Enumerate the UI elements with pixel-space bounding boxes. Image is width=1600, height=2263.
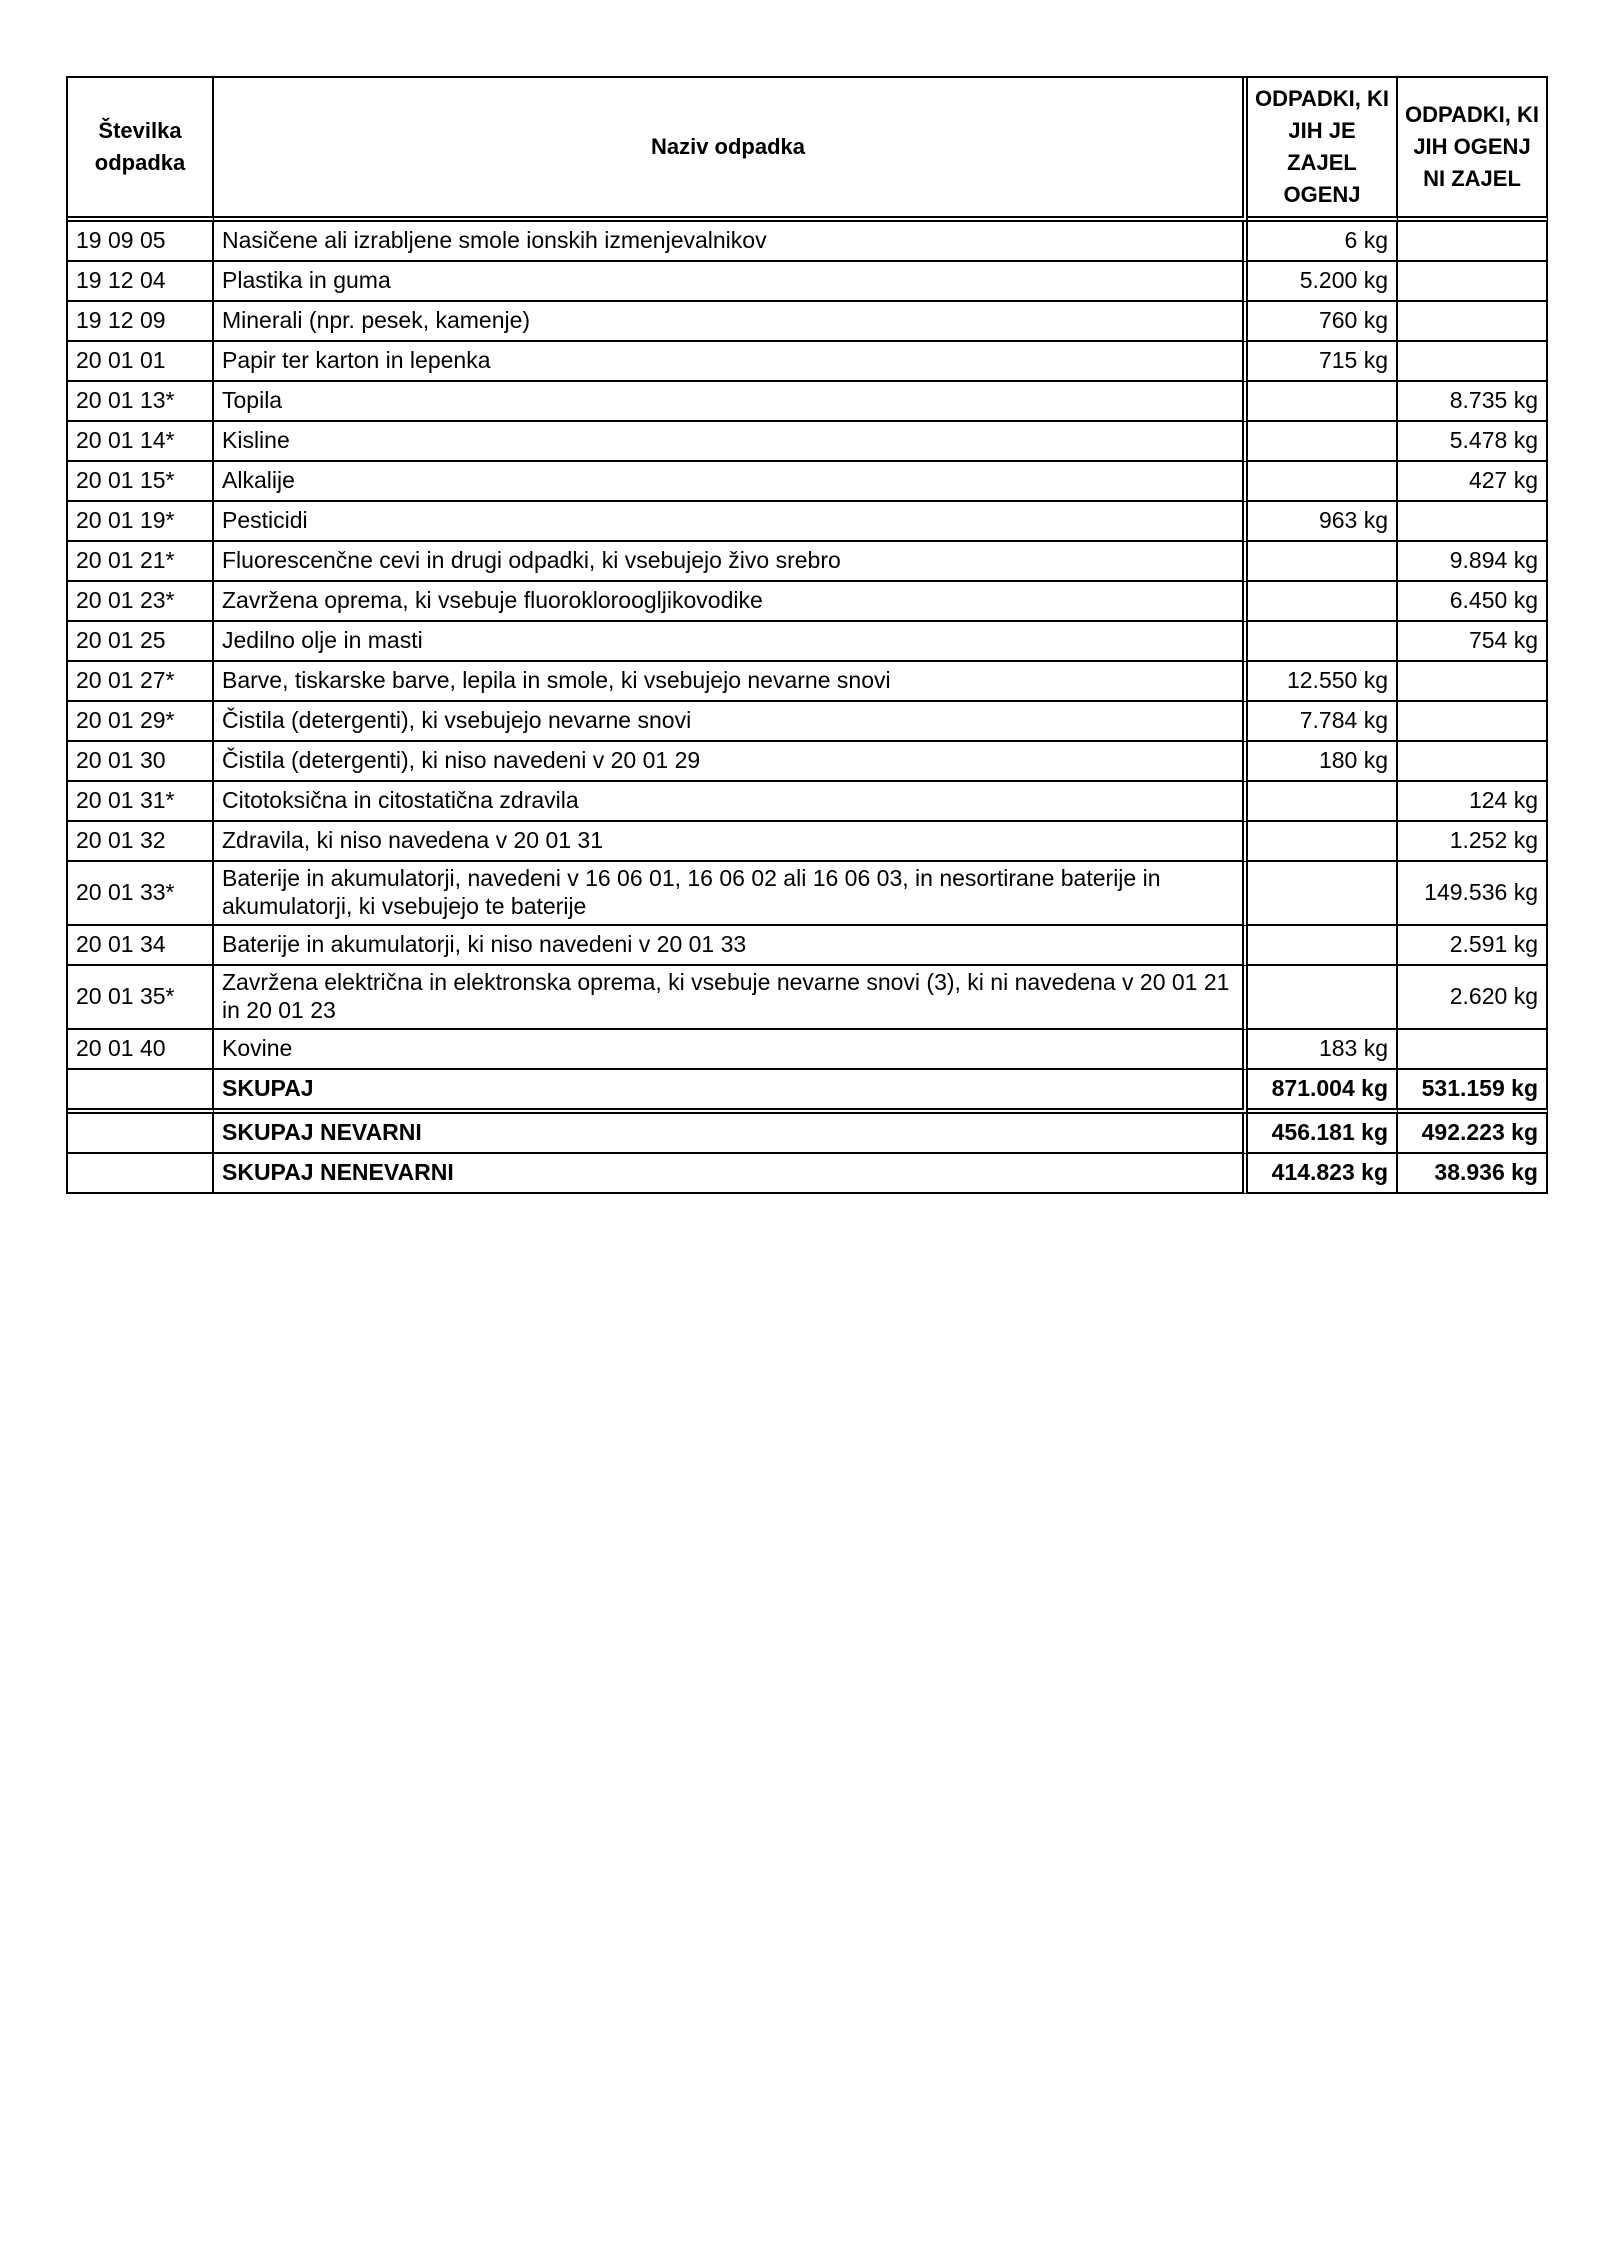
waste-code-cell: 20 01 15* [68,462,214,502]
no-fire-amount-cell: 6.450 kg [1398,582,1548,622]
fire-amount-cell [1248,622,1398,662]
no-fire-amount-cell: 8.735 kg [1398,382,1548,422]
table-row [68,702,1548,742]
table-body [68,222,1548,1070]
total-hazardous-label: SKUPAJ NEVARNI [214,1114,1248,1154]
no-fire-amount-cell [1398,222,1548,262]
waste-name-cell: Minerali (npr. pesek, kamenje) [214,302,1248,342]
fire-amount-cell: 6 kg [1248,222,1398,262]
header-row [68,78,1548,222]
waste-code-cell: 20 01 35* [68,966,214,1030]
fire-amount-cell: 5.200 kg [1248,262,1398,302]
no-fire-amount-cell [1398,302,1548,342]
fire-amount-cell [1248,782,1398,822]
no-fire-amount-cell: 427 kg [1398,462,1548,502]
fire-amount-cell [1248,926,1398,966]
no-fire-amount-cell: 149.536 kg [1398,862,1548,926]
waste-code-cell: 20 01 13* [68,382,214,422]
total-nofire: 531.159 kg [1398,1070,1548,1114]
waste-name-cell: Zavržena oprema, ki vsebuje fluoroklorooglјikovodike [214,582,1248,622]
table-row [68,422,1548,462]
waste-name-cell: Barve, tiskarske barve, lepila in smole, ki vsebujejo nevarne snovi [214,662,1248,702]
waste-code-cell: 20 01 30 [68,742,214,782]
table-row [68,742,1548,782]
table-row [68,622,1548,662]
fire-amount-cell: 760 kg [1248,302,1398,342]
waste-code-cell: 20 01 27* [68,662,214,702]
fire-amount-cell: 7.784 kg [1248,702,1398,742]
fire-amount-cell [1248,542,1398,582]
fire-amount-cell [1248,382,1398,422]
total-label: SKUPAJ [214,1070,1248,1114]
waste-name-cell: Nasičene ali izrabljene smole ionskih izmenjevalnikov [214,222,1248,262]
header-nofire: ODPADKI, KI JIH OGENJ NI ZAJEL [1398,78,1548,222]
waste-name-cell: Baterije in akumulatorji, navedeni v 16 06 01, 16 06 02 ali 16 06 03, in nesortirane baterije in akumulatorji, ki vsebujejo te baterije [214,862,1248,926]
document-page [66,76,1546,1194]
table-row [68,862,1548,926]
total-row [68,1070,1548,1114]
no-fire-amount-cell [1398,742,1548,782]
table-row [68,966,1548,1030]
waste-name-cell: Zdravila, ki niso navedena v 20 01 31 [214,822,1248,862]
fire-amount-cell [1248,822,1398,862]
waste-code-cell: 20 01 31* [68,782,214,822]
waste-table [66,76,1548,1194]
no-fire-amount-cell [1398,702,1548,742]
waste-name-cell: Kisline [214,422,1248,462]
waste-name-cell: Jedilno olje in masti [214,622,1248,662]
total-hazardous-code [68,1114,214,1154]
table-row [68,542,1548,582]
waste-name-cell: Citotoksična in citostatična zdravila [214,782,1248,822]
waste-code-cell: 20 01 21* [68,542,214,582]
no-fire-amount-cell: 2.620 kg [1398,966,1548,1030]
no-fire-amount-cell: 5.478 kg [1398,422,1548,462]
waste-code-cell: 20 01 40 [68,1030,214,1070]
no-fire-amount-cell [1398,262,1548,302]
waste-code-cell: 20 01 29* [68,702,214,742]
waste-name-cell: Čistila (detergenti), ki vsebujejo nevarne snovi [214,702,1248,742]
waste-name-cell: Plastika in guma [214,262,1248,302]
total-non-hazardous-row [68,1154,1548,1194]
table-row [68,382,1548,422]
table-row [68,1030,1548,1070]
no-fire-amount-cell: 754 kg [1398,622,1548,662]
total-non-hazardous-fire: 414.823 kg [1248,1154,1398,1194]
waste-name-cell: Pesticidi [214,502,1248,542]
waste-name-cell: Zavržena električna in elektronska oprema, ki vsebuje nevarne snovi (3), ki ni navedena v 20 01 21 in 20 01 23 [214,966,1248,1030]
fire-amount-cell [1248,966,1398,1030]
waste-name-cell: Fluorescenčne cevi in drugi odpadki, ki vsebujejo živo srebro [214,542,1248,582]
fire-amount-cell: 12.550 kg [1248,662,1398,702]
no-fire-amount-cell: 1.252 kg [1398,822,1548,862]
no-fire-amount-cell: 2.591 kg [1398,926,1548,966]
fire-amount-cell: 183 kg [1248,1030,1398,1070]
table-row [68,302,1548,342]
table-row [68,822,1548,862]
total-non-hazardous-code [68,1154,214,1194]
total-hazardous-fire: 456.181 kg [1248,1114,1398,1154]
waste-code-cell: 20 01 19* [68,502,214,542]
fire-amount-cell: 715 kg [1248,342,1398,382]
table-row [68,262,1548,302]
total-fire: 871.004 kg [1248,1070,1398,1114]
no-fire-amount-cell: 124 kg [1398,782,1548,822]
fire-amount-cell: 963 kg [1248,502,1398,542]
table-row [68,582,1548,622]
waste-name-cell: Kovine [214,1030,1248,1070]
waste-code-cell: 20 01 33* [68,862,214,926]
waste-code-cell: 20 01 14* [68,422,214,462]
waste-code-cell: 19 12 09 [68,302,214,342]
table-row [68,926,1548,966]
table-row [68,662,1548,702]
waste-name-cell: Alkalije [214,462,1248,502]
waste-code-cell: 20 01 32 [68,822,214,862]
table-row [68,342,1548,382]
table-row [68,462,1548,502]
no-fire-amount-cell: 9.894 kg [1398,542,1548,582]
waste-name-cell: Topila [214,382,1248,422]
total-non-hazardous-nofire: 38.936 kg [1398,1154,1548,1194]
waste-code-cell: 19 12 04 [68,262,214,302]
header-name: Naziv odpadka [214,78,1248,222]
total-code [68,1070,214,1114]
table-row [68,502,1548,542]
waste-name-cell: Papir ter karton in lepenka [214,342,1248,382]
waste-code-cell: 20 01 01 [68,342,214,382]
fire-amount-cell [1248,462,1398,502]
waste-code-cell: 20 01 23* [68,582,214,622]
fire-amount-cell [1248,422,1398,462]
no-fire-amount-cell [1398,342,1548,382]
table-row [68,222,1548,262]
waste-code-cell: 20 01 34 [68,926,214,966]
fire-amount-cell [1248,862,1398,926]
totals-body [68,1070,1548,1194]
total-hazardous-nofire: 492.223 kg [1398,1114,1548,1154]
waste-name-cell: Čistila (detergenti), ki niso navedeni v 20 01 29 [214,742,1248,782]
total-hazardous-row [68,1114,1548,1154]
no-fire-amount-cell [1398,662,1548,702]
no-fire-amount-cell [1398,1030,1548,1070]
fire-amount-cell: 180 kg [1248,742,1398,782]
fire-amount-cell [1248,582,1398,622]
no-fire-amount-cell [1398,502,1548,542]
waste-code-cell: 19 09 05 [68,222,214,262]
waste-name-cell: Baterije in akumulatorji, ki niso navedeni v 20 01 33 [214,926,1248,966]
waste-code-cell: 20 01 25 [68,622,214,662]
header-code: Številka odpadka [68,78,214,222]
header-fire: ODPADKI, KI JIH JE ZAJEL OGENJ [1248,78,1398,222]
table-row [68,782,1548,822]
total-non-hazardous-label: SKUPAJ NENEVARNI [214,1154,1248,1194]
